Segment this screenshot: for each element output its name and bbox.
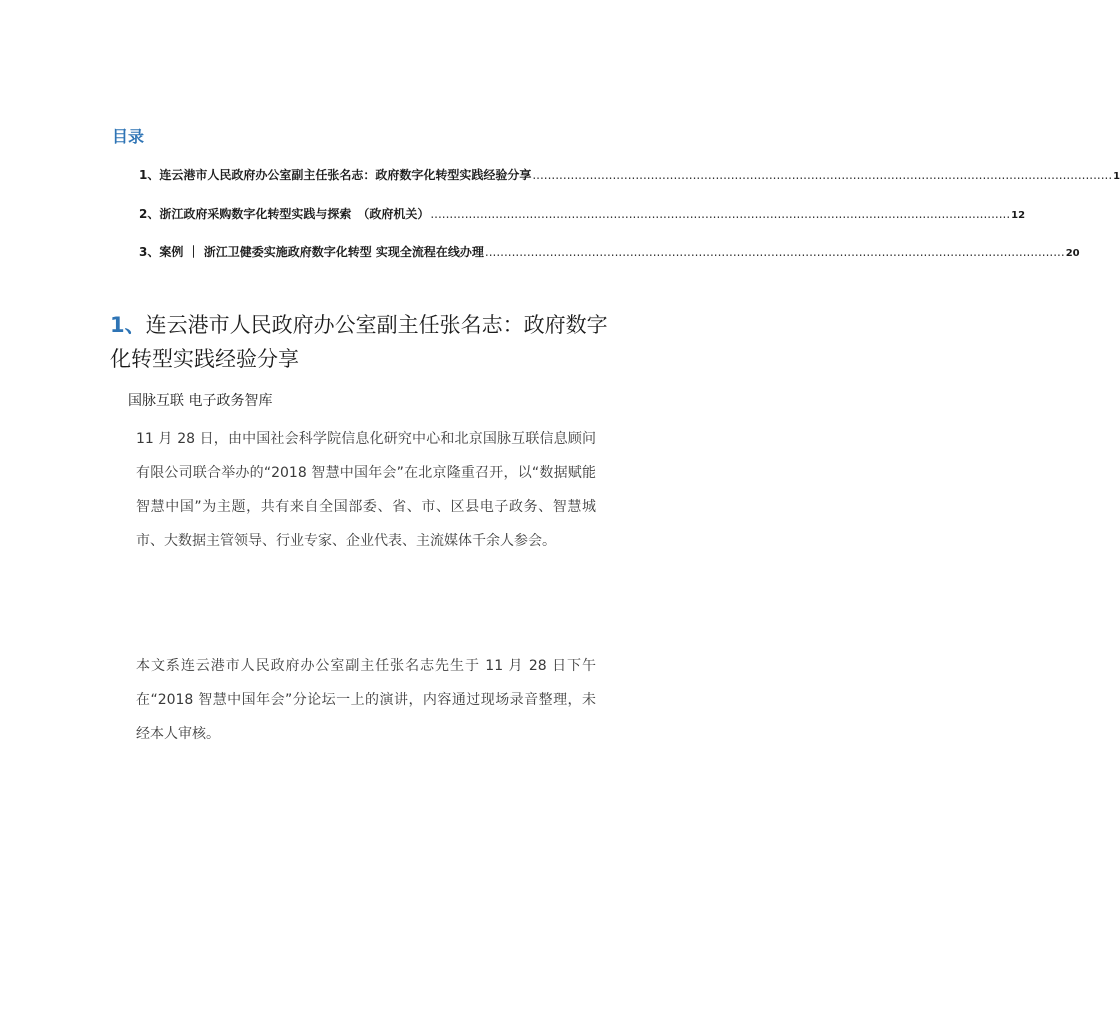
heading-number: 1、 <box>110 313 146 337</box>
toc-entry-text: 1、连云港市人民政府办公室副主任张名志：政府数字化转型实践经验分享 <box>139 168 532 182</box>
toc-page-number: 1 <box>1113 171 1120 182</box>
article-paragraph-1: 11 月 28 日，由中国社会科学院信息化研究中心和北京国脉互联信息顾问有限公司联合举办的“2018 智慧中国年会”在北京隆重召开，以“数据赋能 智慧中国”为主题，共有来自全国部委、省、市、区县电子政务、智慧城市、大数据主管领导、行业专家、企业代表、主流媒体千余人参会。 <box>136 431 596 549</box>
toc-title: 目录 <box>112 127 145 146</box>
toc-entry-1[interactable] <box>139 166 1120 183</box>
toc-page-number: 20 <box>1065 248 1080 259</box>
article-paragraph-2: 本文系连云港市人民政府办公室副主任张名志先生于 11 月 28 日下午在“2018 智慧中国年会”分论坛一上的演讲，内容通过现场录音整理，未经本人审核。 <box>136 658 596 742</box>
heading-text: 连云港市人民政府办公室副主任张名志：政府数字化转型实践经验分享 <box>110 313 608 371</box>
toc-entry-3[interactable] <box>139 243 1080 260</box>
toc-entry-2[interactable] <box>139 205 1026 222</box>
toc-entry-text: 2、浙江政府采购数字化转型实践与探索 （政府机关） <box>139 207 430 221</box>
toc-page-number: 12 <box>1011 210 1026 221</box>
article-heading <box>110 308 620 376</box>
article-source: 国脉互联 电子政务智库 <box>128 393 273 409</box>
toc-leader-dots <box>485 245 1065 259</box>
toc-leader-dots <box>430 207 1010 221</box>
toc-leader-dots <box>532 168 1112 182</box>
toc-entry-text: 3、案例 ｜ 浙江卫健委实施政府数字化转型 实现全流程在线办理 <box>139 245 484 259</box>
